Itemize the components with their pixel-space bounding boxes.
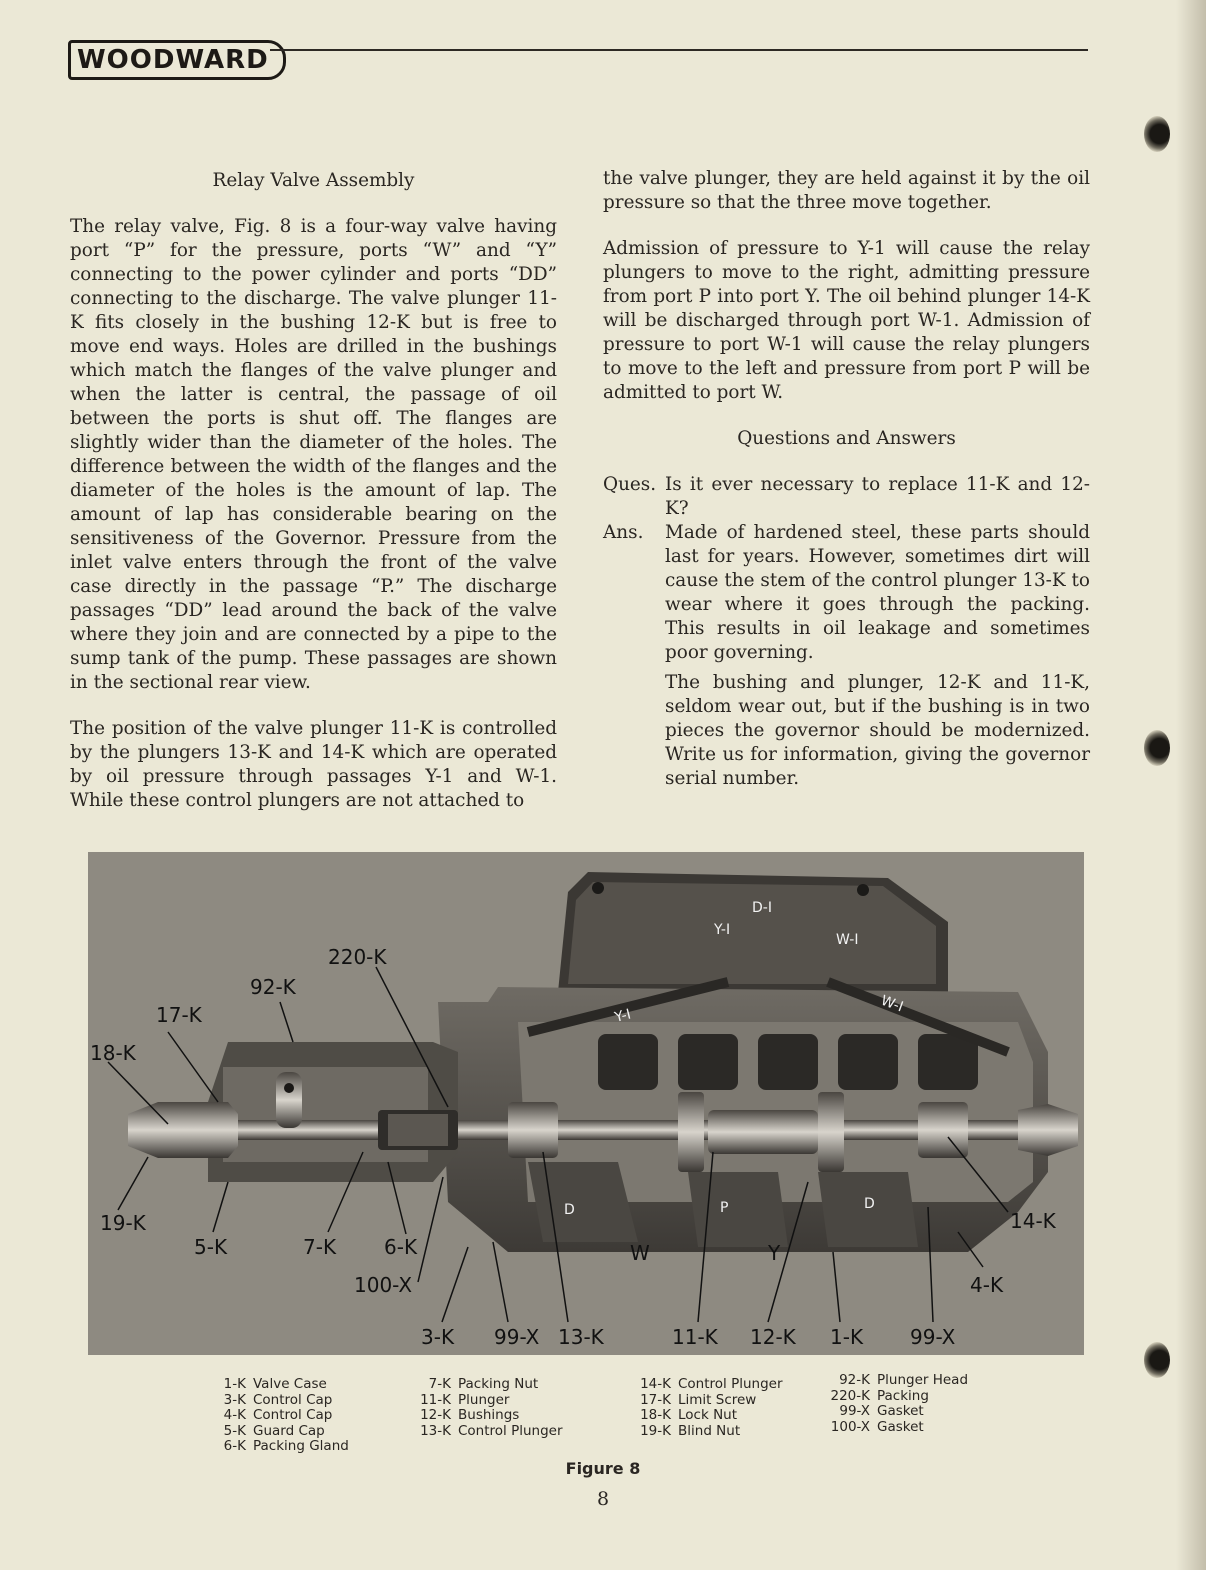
- question-label: Ques.: [603, 474, 657, 495]
- paragraph: The position of the valve plunger 11-K is controlled by the plungers 13-K and 14-K which are operated by oil pressure through passages Y-1 and W-1. While these control plungers are not attached to: [70, 718, 557, 811]
- legend-name: Gasket: [877, 1418, 924, 1435]
- legend-name: Control Plunger: [458, 1422, 563, 1439]
- callout-5K: 5-K: [194, 1235, 228, 1259]
- label-W1-pipe: W-I: [878, 992, 906, 1016]
- legend-code: 4-K: [223, 1407, 246, 1424]
- section-title: Relay Valve Assembly: [212, 170, 415, 191]
- binder-hole-top: [1144, 116, 1170, 152]
- callout-17K: 17-K: [156, 1003, 202, 1027]
- legend-code: 5-K: [223, 1422, 246, 1439]
- legend-code: 92-K: [839, 1372, 870, 1388]
- legend-code: 7-K: [428, 1376, 451, 1392]
- label-Y1-pipe: Y-I: [613, 1006, 633, 1026]
- page-number: 8: [596, 1488, 610, 1510]
- callout-13K: 13-K: [558, 1325, 604, 1349]
- callout-99X-right: 99-X: [910, 1325, 956, 1349]
- callout-1K: 1-K: [830, 1325, 864, 1349]
- callout-11K: 11-K: [672, 1325, 718, 1349]
- legend-code: 99-X: [839, 1403, 870, 1420]
- question: [603, 473, 1090, 521]
- label-D-right: D: [864, 1196, 875, 1212]
- question-text: Is it ever necessary to replace 11-K and 12-K?: [665, 474, 1090, 519]
- legend-column-2: [404, 1377, 563, 1439]
- answer-text: Made of hardened steel, these parts should last for years. However, sometimes dirt will cause the stem of the control plunger 13-K to wear where it goes through the packing. This results in oil leakage and sometimes poor governing.: [665, 522, 1090, 663]
- legend-code: 19-K: [640, 1422, 671, 1439]
- callout-14K: 14-K: [1010, 1209, 1056, 1233]
- legend-name: Control Cap: [253, 1391, 333, 1408]
- legend-code: 6-K: [223, 1438, 246, 1455]
- legend-name: Packing: [877, 1387, 929, 1404]
- label-P: P: [720, 1200, 729, 1216]
- legend-name: Lock Nut: [678, 1407, 738, 1424]
- callout-4K: 4-K: [970, 1273, 1004, 1297]
- callout-19K: 19-K: [100, 1211, 146, 1235]
- binder-hole-middle: [1144, 730, 1170, 766]
- legend-name: Blind Nut: [678, 1422, 741, 1439]
- answer-continued: The bushing and plunger, 12-K and 11-K, seldom wear out, but if the bushing is in two pieces the governor should be modernized. Write us for information, giving the governor serial number.: [665, 672, 1090, 789]
- binder-hole-bottom: [1144, 1342, 1170, 1378]
- legend-code: 100-X: [830, 1418, 870, 1435]
- legend-name: Limit Screw: [678, 1391, 757, 1408]
- legend-code: 11-K: [420, 1391, 451, 1408]
- right-column: [603, 167, 1090, 791]
- label-Y1: Y-I: [714, 922, 731, 938]
- legend-column-4: [816, 1373, 968, 1435]
- legend-column-1: [204, 1377, 349, 1455]
- callout-18K: 18-K: [90, 1041, 136, 1065]
- legend-code: 220-K: [830, 1387, 870, 1404]
- callout-7K: 7-K: [303, 1235, 337, 1259]
- legend-name: Valve Case: [253, 1376, 327, 1392]
- legend-code: 1-K: [223, 1376, 246, 1392]
- qa-title: Questions and Answers: [737, 428, 956, 449]
- callout-12K: 12-K: [750, 1325, 796, 1349]
- header-rule: [270, 49, 1088, 51]
- legend-code: 18-K: [640, 1407, 671, 1424]
- legend-column-3: [625, 1377, 783, 1439]
- callout-220K: 220-K: [328, 945, 387, 969]
- callout-port-W: W: [630, 1241, 650, 1265]
- paragraph: Admission of pressure to Y-1 will cause the relay plungers to move to the right, admitting pressure from port P into port Y. The oil behind plunger 14-K will be discharged through port W-1. Admission of pressure to port W-1 will cause the relay plungers to move to the left and pressure from port P will be admitted to port W.: [603, 238, 1090, 403]
- legend-code: 14-K: [640, 1376, 671, 1392]
- label-D-left: D: [564, 1202, 575, 1218]
- legend-code: 12-K: [420, 1407, 451, 1424]
- legend-name: Plunger: [458, 1391, 510, 1408]
- paragraph: the valve plunger, they are held against it by the oil pressure so that the three move together.: [603, 168, 1090, 213]
- legend-code: 13-K: [420, 1422, 451, 1439]
- legend-code: 3-K: [223, 1391, 246, 1408]
- answer: [603, 521, 1090, 665]
- label-W1: W-I: [836, 932, 859, 948]
- figure-caption: Figure 8: [565, 1459, 641, 1478]
- left-column: [70, 169, 557, 813]
- callout-3K: 3-K: [421, 1325, 455, 1349]
- callout-99X-left: 99-X: [494, 1325, 540, 1349]
- relay-valve-cutaway: [88, 852, 1084, 1355]
- callout-6K: 6-K: [384, 1235, 418, 1259]
- legend-name: Control Plunger: [678, 1376, 783, 1392]
- figure-8-illustration: [88, 852, 1084, 1355]
- callout-92K: 92-K: [250, 975, 296, 999]
- answer-label: Ans.: [603, 522, 644, 543]
- legend-name: Gasket: [877, 1403, 924, 1420]
- legend-name: Packing Nut: [458, 1376, 539, 1392]
- paragraph: The relay valve, Fig. 8 is a four-way valve having port “P” for the pressure, ports “W” and “Y” connecting to the power cylinder and ports “DD” connecting to the discharge. The valve plunger 11-K fits closely in the bushing 12-K but is free to move end ways. Holes are drilled in the bushings which match the flanges of the valve plunger and when the latter is central, the passage of oil between the ports is shut off. The flanges are slightly wider than the diameter of the holes. The difference between the width of the flanges and the diameter of the holes is the amount of lap. The amount of lap has considerable bearing on the sensitiveness of the Governor. Pressure from the inlet valve enters through the front of the valve case directly in the passage “P.” The discharge passages “DD” lead around the back of the valve where they join and are connected by a pipe to the sump tank of the pump. These passages are shown in the sectional rear view.: [70, 216, 557, 693]
- label-D1: D-I: [752, 900, 772, 916]
- legend-name: Control Cap: [253, 1407, 333, 1424]
- page-edge-shadow: [1176, 0, 1206, 1570]
- callout-port-Y: Y: [768, 1241, 781, 1265]
- callout-100X: 100-X: [354, 1273, 413, 1297]
- legend-code: 17-K: [640, 1391, 671, 1408]
- legend-name: Bushings: [458, 1407, 520, 1424]
- legend-name: Plunger Head: [877, 1372, 969, 1388]
- legend-name: Guard Cap: [253, 1422, 325, 1439]
- woodward-logo: WOODWARD: [68, 40, 286, 80]
- legend-name: Packing Gland: [253, 1438, 349, 1455]
